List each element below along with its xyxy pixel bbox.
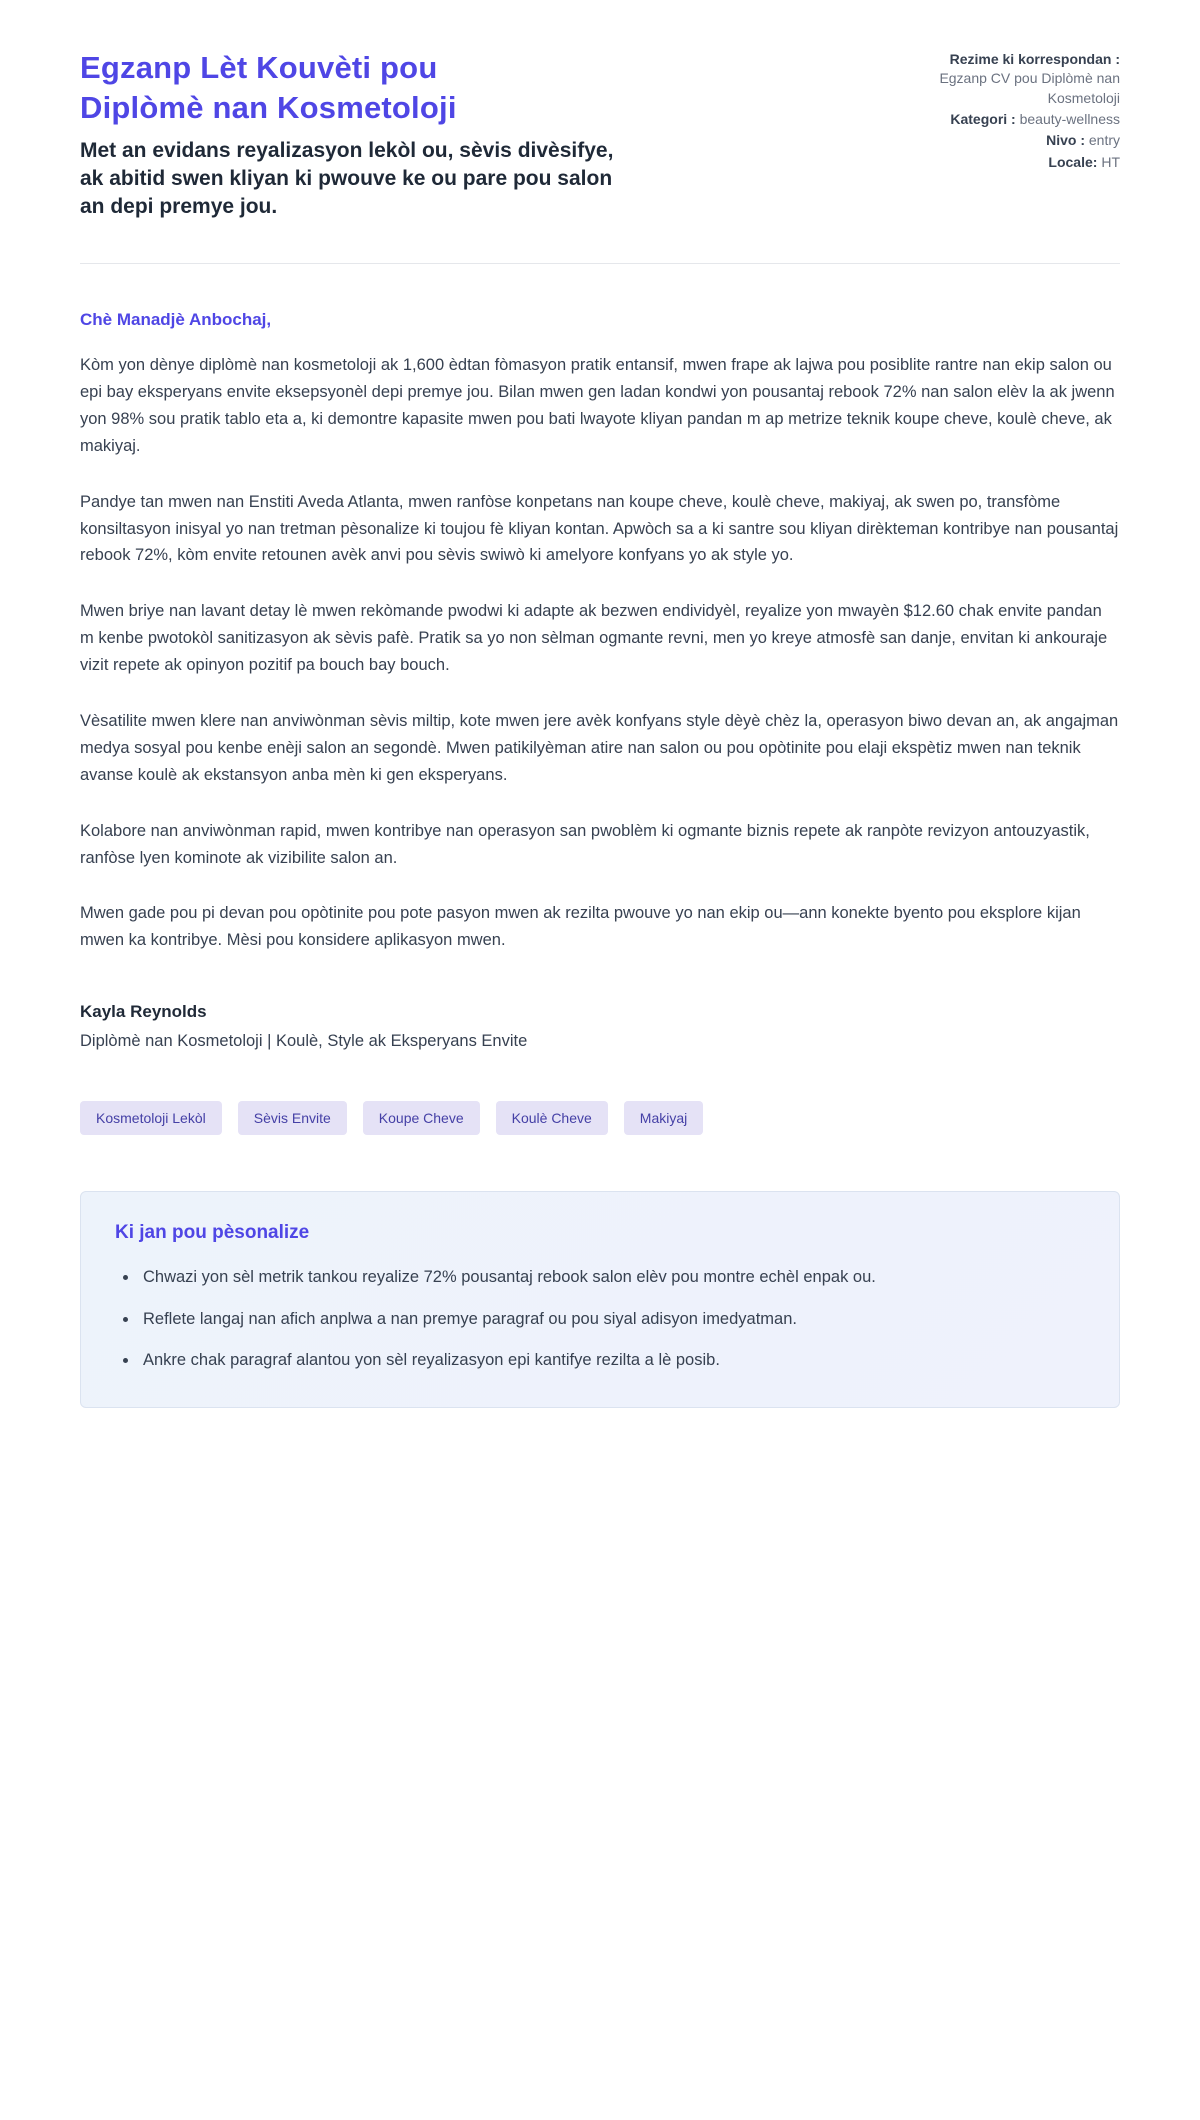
tip-item: • Reflete langaj nan afich anplwa a nan premye paragraf ou pou siyal adisyon imedyatman.	[139, 1306, 1085, 1332]
letter-paragraph: Mwen gade pou pi devan pou opòtinite pou pote pasyon mwen ak rezilta pwouve yo nan ekip ou—ann konekte byento pou eksplore kijan mwen ka kontribye. Mèsi pou konsidere aplikasyon mwen.	[80, 904, 1081, 950]
tips-list	[115, 1264, 1085, 1373]
letter-paragraph: Kòm yon dènye diplòmè nan kosmetoloji ak 1,600 èdtan fòmasyon pratik entansif, mwen frape ak lajwa pou posiblite rantre nan ekip salon ou epi bay eksperyans envite eksepsyonèl depi premye jou. Bilan mwen gen ladan kondwi yon pousantaj rebook 72% nan salon elèv la ak jwenn yon 98% sou pratik tablo eta a, ki demontre kapasite mwen pou bati lwayote kliyan pandan m ap metrize teknik koupe cheve, koulè cheve, ak makiyaj.	[80, 356, 1115, 455]
letter-paragraph: Kolabore nan anviwònman rapid, mwen kontribye nan operasyon san pwoblèm ki ogmante biznis repete ak ranpòte revizyon antouzyastik, ranfòse lyen kominote ak vizibilite salon an.	[80, 821, 1090, 867]
meta-value: beauty-wellness	[1019, 110, 1120, 127]
meta-value: HT	[1101, 153, 1120, 170]
meta-label: Rezime ki korrespondan :	[949, 51, 1120, 67]
tip-item: • Ankre chak paragraf alantou yon sèl reyalizasyon epi kantifye rezilta a lè posib.	[139, 1347, 1085, 1373]
tag-pill[interactable]: Koupe Cheve	[363, 1101, 480, 1135]
tips-title: Ki jan pou pèsonalize	[115, 1222, 310, 1244]
tag-pill[interactable]: Kosmetoloji Lekòl	[80, 1101, 222, 1135]
header-title-block	[80, 48, 625, 221]
page-header	[80, 48, 1120, 264]
meta-value: Egzanp CV pou Diplòmè nan Kosmetoloji	[939, 70, 1120, 106]
letter-greeting: Chè Manadjè Anbochaj,	[80, 310, 272, 330]
signature-block	[80, 1002, 1120, 1051]
signature-title: Diplòmè nan Kosmetoloji | Koulè, Style ak Eksperyans Envite	[80, 1032, 528, 1051]
tag-pill[interactable]: Makiyaj	[624, 1101, 703, 1135]
meta-category	[915, 110, 1120, 129]
resume-meta-block	[915, 48, 1120, 174]
signature-name: Kayla Reynolds	[80, 1002, 207, 1022]
meta-locale	[915, 153, 1120, 172]
letter-paragraph: Pandye tan mwen nan Enstiti Aveda Atlanta, mwen ranfòse konpetans nan koupe cheve, koulè cheve, makiyaj, ak swen po, transfòme konsiltasyon inisyal yo nan tretman pèsonalize ki toujou fè kliyan kontan. Apwòch sa a ki santre sou kliyan dirèkteman kontribye nan pousantaj rebook 72%, kòm envite retounen avèk anvi pou sèvis swiwò ki amelyore konfyans yo ak style yo.	[80, 492, 1119, 565]
meta-label: Locale:	[1048, 153, 1098, 170]
tip-item: • Chwazi yon sèl metrik tankou reyalize 72% pousantaj rebook salon elèv pou montre echèl enpak ou.	[139, 1264, 1085, 1290]
personalization-tips-box	[80, 1191, 1120, 1408]
letter-paragraph: Mwen briye nan lavant detay lè mwen rekòmande pwodwi ki adapte ak bezwen endividyèl, reyalize yon mwayèn $12.60 chak envite pandan m kenbe pwotokòl sanitizasyon ak sèvis pafè. Pratik sa yo non sèlman ogmante revni, men yo kreye atmosfè san danje, envitan ki ankouraje vizit repete ak opinyon pozitif pa bouch bay bouch.	[80, 602, 1108, 675]
meta-label: Nivo :	[1046, 132, 1085, 149]
page-title: Egzanp Lèt Kouvèti pou Diplòmè nan Kosmetoloji	[80, 50, 457, 125]
tags-row	[80, 1101, 1120, 1135]
letter-body	[80, 310, 1120, 1051]
meta-matching-resume	[915, 50, 1120, 108]
page-subtitle: Met an evidans reyalizasyon lekòl ou, sèvis divèsifye, ak abitid swen kliyan ki pwouve ke ou pare pou salon an depi premye jou.	[80, 139, 614, 219]
letter-paragraph: Vèsatilite mwen klere nan anviwònman sèvis miltip, kote mwen jere avèk konfyans style dèyè chèz la, operasyon biwo devan an, ak angajman medya sosyal pou kenbe enèji salon an segondè. Mwen patikilyèman atire nan salon ou pou opòtinite pou elaji ekspètiz mwen nan teknik avanse koulè ak ekstansyon anba mèn ki gen eksperyans.	[80, 712, 1119, 784]
tag-pill[interactable]: Sèvis Envite	[238, 1101, 347, 1135]
meta-label: Kategori :	[950, 110, 1016, 127]
meta-value: entry	[1088, 132, 1120, 149]
tag-pill[interactable]: Koulè Cheve	[496, 1101, 608, 1135]
meta-level	[915, 131, 1120, 150]
